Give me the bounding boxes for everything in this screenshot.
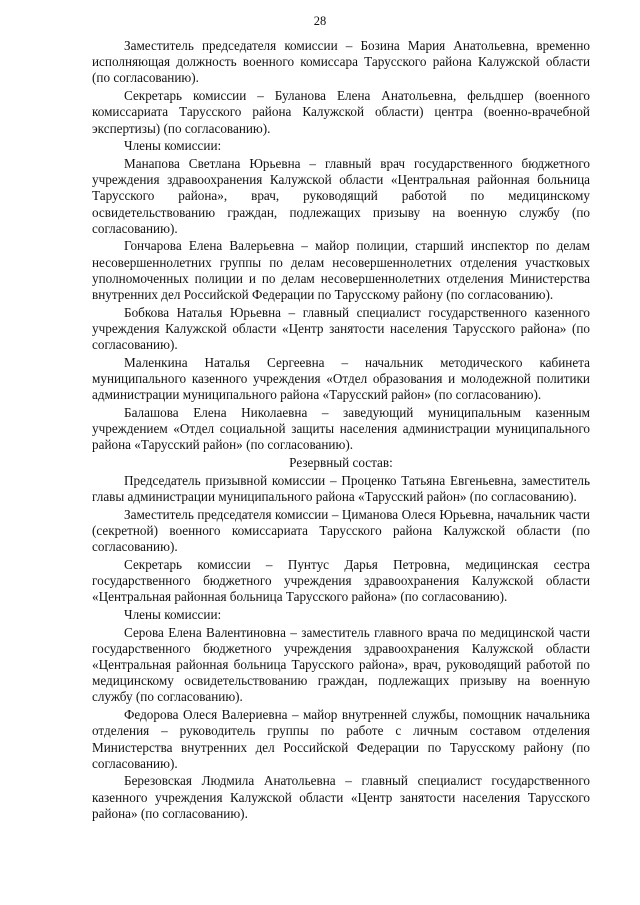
paragraph-reserve-member: Березовская Людмила Анатольевна – главный специалист государственного казенного учреждения Калужской области «Центр занятости населения Тарусского района» (по согласованию). [92,773,590,821]
document-body [92,38,590,824]
paragraph-member: Маленкина Наталья Сергеевна – начальник методического кабинета муниципального казенного учреждения «Отдел образования и молодежной политики администрации муниципального района «Тарусский район» (по согласованию). [92,354,590,403]
paragraph-reserve-deputy-chair: Заместитель председателя комиссии – Циманова Олеся Юрьевна, начальник части (секретной) военного комиссариата Тарусского района Калужской области (по согласованию). [92,506,590,555]
paragraph-member: Гончарова Елена Валерьевна – майор полиции, старший инспектор по делам несовершеннолетних группы по делам несовершеннолетних отделения участковых уполномоченных полиции и по делам несовершеннолетних отделения Министерства внутренних дел Российской Федерации по Тарусскому району (по согласованию). [92,238,590,303]
paragraph-reserve-member: Федорова Олеся Валериевна – майор внутренней службы, помощник начальника отделения – руководитель группы по работе с личным составом отделения Министерства внутренних дел Российской Федерации по Тарусскому району (по согласованию). [92,707,590,771]
paragraph-reserve-secretary: Секретарь комиссии – Пунтус Дарья Петровна, медицинская сестра государственного бюджетного учреждения здравоохранения Калужской области «Центральная районная больница Тарусского района» (по согласованию). [92,556,590,605]
paragraph-reserve-member: Серова Елена Валентиновна – заместитель главного врача по медицинской части государственного бюджетного учреждения здравоохранения Калужской области «Центральная районная больница Тарусского района», врач, руководящий работой по медицинскому освидетельствованию граждан, подлежащих призыву на военную службу (по согласованию). [92,624,590,705]
paragraph-deputy-chair: Заместитель председателя комиссии – Бозина Мария Анатольевна, временно исполняющая должность военного комиссара Тарусского района Калужской области (по согласованию). [92,38,590,86]
reserve-members-heading: Члены комиссии: [124,606,222,622]
paragraph-member: Бобкова Наталья Юрьевна – главный специалист государственного казенного учреждения Калужской области «Центр занятости населения Тарусского района» (по согласованию). [92,304,590,353]
paragraph-secretary: Секретарь комиссии – Буланова Елена Анатольевна, фельдшер (военного комиссариата Тарусского района Калужской области) центра (военно-врачебной экспертизы) (по согласованию). [92,88,590,136]
page-number: 28 [313,14,327,28]
paragraph-member: Балашова Елена Николаевна – заведующий муниципальным казенным учреждением «Отдел социальной защиты населения администрации муниципального района «Тарусский район» (по согласованию). [92,404,590,453]
paragraph-member: Манапова Светлана Юрьевна – главный врач государственного бюджетного учреждения здравоохранения Калужской области «Центральная районная больница Тарусского района», врач, руководящий работой по медицинскому освидетельствованию граждан, подлежащих призыву на военную службу (по согласованию). [92,155,590,236]
reserve-heading: Резервный состав: [289,455,393,471]
paragraph-reserve-chair: Председатель призывной комиссии – Проценко Татьяна Евгеньевна, заместитель главы администрации муниципального района «Тарусский район» (по согласованию). [92,472,590,504]
members-heading: Члены комиссии: [124,138,222,154]
